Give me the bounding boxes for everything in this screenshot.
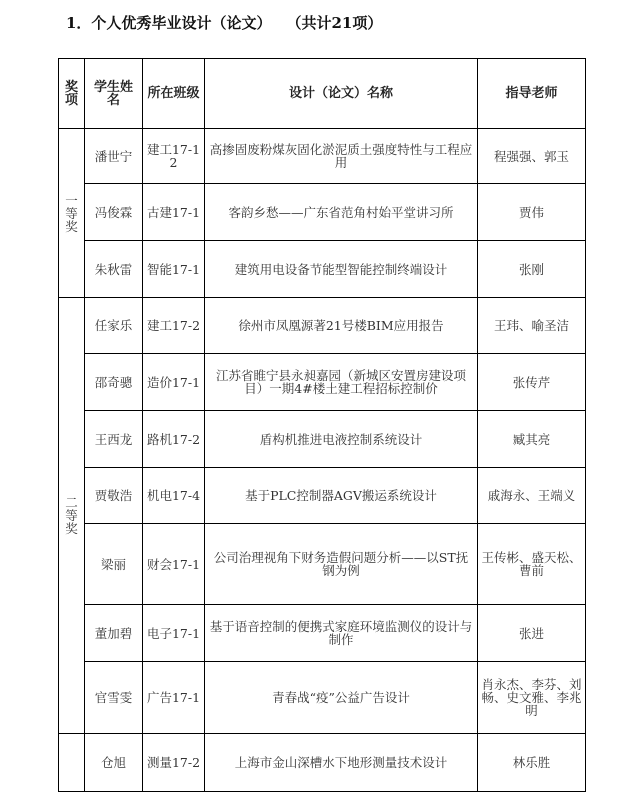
thesis-title: 公司治理视角下财务造假问题分析——以ST抚钢为例: [205, 524, 478, 605]
student-name: 潘世宁: [85, 129, 143, 184]
table-row: [59, 298, 586, 354]
thesis-title: 盾构机推进电液控制系统设计: [205, 411, 478, 468]
student-name: 官雪雯: [85, 662, 143, 734]
thesis-title: 基于语音控制的便携式家庭环境监测仪的设计与制作: [205, 605, 478, 662]
advisor-names: 王传彬、盛天松、曹前: [478, 524, 586, 605]
award-level-second: 二等奖: [59, 298, 85, 734]
table-row: [59, 662, 586, 734]
class-name: 建工17-12: [143, 129, 205, 184]
awards-table: [58, 58, 586, 792]
advisor-names: 贾伟: [478, 184, 586, 241]
thesis-title: 江苏省睢宁县永昶嘉园（新城区安置房建设项目）一期4#楼土建工程招标控制价: [205, 354, 478, 411]
advisor-names: 王玮、喻圣洁: [478, 298, 586, 354]
student-name: 冯俊霖: [85, 184, 143, 241]
header-class: 所在班级: [143, 59, 205, 129]
student-name: 梁丽: [85, 524, 143, 605]
table-row: [59, 184, 586, 241]
advisor-names: 林乐胜: [478, 734, 586, 792]
table-row: [59, 411, 586, 468]
class-name: 造价17-1: [143, 354, 205, 411]
student-name: 朱秋雷: [85, 241, 143, 298]
header-award: 奖项: [59, 59, 85, 129]
student-name: 贾敬浩: [85, 468, 143, 524]
class-name: 古建17-1: [143, 184, 205, 241]
class-name: 智能17-1: [143, 241, 205, 298]
table-row: [59, 354, 586, 411]
header-student: 学生姓名: [85, 59, 143, 129]
student-name: 邵奇骢: [85, 354, 143, 411]
table-row: [59, 605, 586, 662]
advisor-names: 张进: [478, 605, 586, 662]
class-name: 电子17-1: [143, 605, 205, 662]
table-header-row: [59, 59, 586, 129]
advisor-names: 臧其亮: [478, 411, 586, 468]
class-name: 财会17-1: [143, 524, 205, 605]
header-title: 设计（论文）名称: [205, 59, 478, 129]
award-level-third: [59, 734, 85, 792]
section-heading: 1．个人优秀毕业设计（论文） （共计21项）: [66, 14, 383, 32]
header-advisor: 指导老师: [478, 59, 586, 129]
thesis-title: 徐州市凤凰源著21号楼BIM应用报告: [205, 298, 478, 354]
class-name: 广告17-1: [143, 662, 205, 734]
thesis-title: 建筑用电设备节能型智能控制终端设计: [205, 241, 478, 298]
student-name: 任家乐: [85, 298, 143, 354]
student-name: 王西龙: [85, 411, 143, 468]
table-row: [59, 468, 586, 524]
table-row: [59, 524, 586, 605]
advisor-names: 张刚: [478, 241, 586, 298]
advisor-names: 张传芹: [478, 354, 586, 411]
thesis-title: 客韵乡愁——广东省范角村始平堂讲习所: [205, 184, 478, 241]
table-row: [59, 734, 586, 792]
thesis-title: 高掺固废粉煤灰固化淤泥质土强度特性与工程应用: [205, 129, 478, 184]
advisor-names: 戚海永、王端义: [478, 468, 586, 524]
table-row: [59, 129, 586, 184]
thesis-title: 基于PLC控制器AGV搬运系统设计: [205, 468, 478, 524]
class-name: 机电17-4: [143, 468, 205, 524]
advisor-names: 程强强、郭玉: [478, 129, 586, 184]
class-name: 测量17-2: [143, 734, 205, 792]
student-name: 董加碧: [85, 605, 143, 662]
class-name: 建工17-2: [143, 298, 205, 354]
thesis-title: 青春战“疫”公益广告设计: [205, 662, 478, 734]
advisor-names: 肖永杰、李芬、刘畅、史文雅、李兆明: [478, 662, 586, 734]
award-level-first: 一等奖: [59, 129, 85, 298]
student-name: 仓旭: [85, 734, 143, 792]
table-row: [59, 241, 586, 298]
thesis-title: 上海市金山深槽水下地形测量技术设计: [205, 734, 478, 792]
class-name: 路机17-2: [143, 411, 205, 468]
